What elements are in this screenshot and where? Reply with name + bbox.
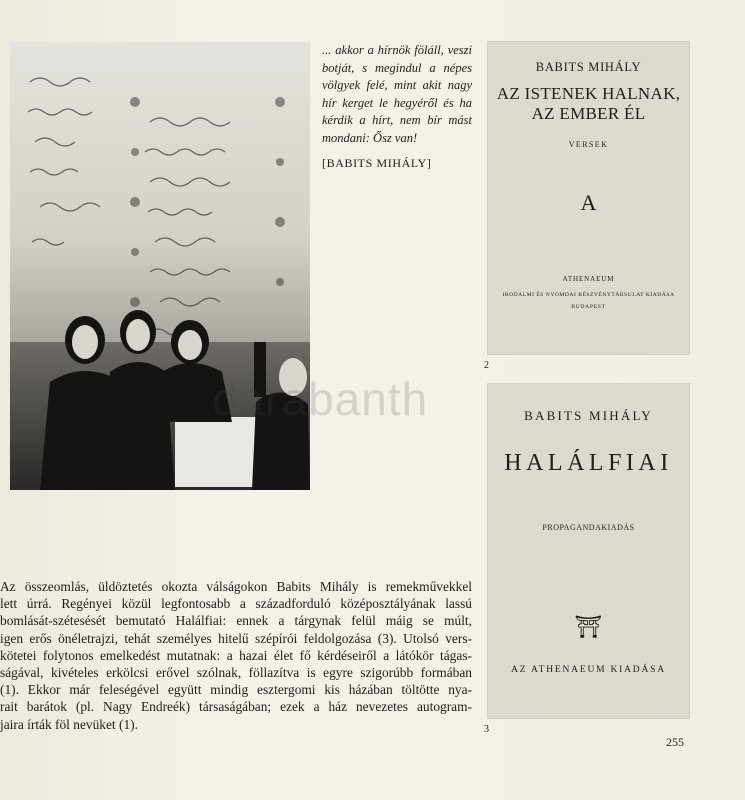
body-line: igen erős önéletrajzi, tehát személyes hitelű szépírói feldolgozása (3). Utolsó vers- bbox=[0, 630, 472, 646]
publisher-logo-icon: A bbox=[580, 190, 597, 215]
body-line: lett úrrá. Regényei közül legfontosabb a századforduló középosztályának lassú bbox=[0, 596, 472, 612]
cover-subtitle: VERSEK bbox=[568, 140, 609, 149]
quote-attribution: [BABITS MIHÁLY] bbox=[322, 156, 432, 170]
cover-title bbox=[488, 84, 689, 124]
cover-title-line-2: AZ EMBER ÉL bbox=[531, 104, 646, 123]
body-line: ságával, kivételes erkölcsi erővel szólnak, föllazítva is egyre szigorúbb formában bbox=[0, 665, 472, 681]
body-line: (1). Ekkor már feleségével együtt mindig esztergomi kis házában töltötte nya- bbox=[0, 682, 472, 698]
cover-publisher: ATHENAEUM bbox=[562, 275, 615, 283]
epigraph-quote: ... akkor a hírnök föláll, veszi botját, s megindul a népes völgyek felé, mint akit nagy hír kerget le hegyéről és ha kérdik a hírt, nem bír mást mondani: Ősz van! bbox=[322, 43, 472, 145]
cover-subtitle: PROPAGANDAKIADÁS bbox=[542, 523, 635, 532]
watermark: darabanth bbox=[212, 373, 429, 425]
photograph-group-at-table bbox=[10, 42, 310, 490]
page-number: 255 bbox=[666, 735, 684, 749]
body-paragraph bbox=[0, 578, 472, 733]
cover-publisher-line-2: IRODALMI ÉS NYOMDAI RÉSZVÉNYTÁRSULAT KIADÁSA bbox=[502, 292, 675, 298]
figure-number-2: 2 bbox=[484, 360, 489, 371]
cover-city: BUDAPEST bbox=[571, 304, 606, 310]
figure-number-3: 3 bbox=[484, 724, 489, 735]
cover-author: BABITS MIHÁLY bbox=[535, 60, 642, 74]
body-line: jaira írták föl nevüket (1). bbox=[0, 716, 138, 732]
people-silhouettes bbox=[10, 42, 310, 490]
cover-publisher: AZ ATHENAEUM KIADÁSA bbox=[511, 665, 666, 675]
cover-author: BABITS MIHÁLY bbox=[524, 408, 653, 423]
cover-title: HALÁLFIAI bbox=[504, 450, 673, 476]
publisher-emblem-icon: ⛩ bbox=[574, 614, 603, 639]
body-line: kötetei folytonos emelkedést mutatnak: a hazai élet fő kérdéseiről a látókör tágas- bbox=[0, 647, 472, 663]
body-line: Az összeomlás, üldöztetés okozta válságokon Babits Mihály is remekművekkel bbox=[0, 579, 472, 594]
body-line: rait barátok (pl. Nagy Endreék) társaságában; ezek a ház nevezetes autogram- bbox=[0, 699, 472, 715]
body-line: bomlását-szétesését bemutató Halálfiai: ennek a tárgynak felül máig se múlt, bbox=[0, 613, 472, 629]
book-cover-halalfiai bbox=[488, 384, 689, 718]
cover-title-line-1: AZ ISTENEK HALNAK, bbox=[496, 84, 681, 103]
book-cover-az-istenek-halnak bbox=[488, 42, 689, 354]
